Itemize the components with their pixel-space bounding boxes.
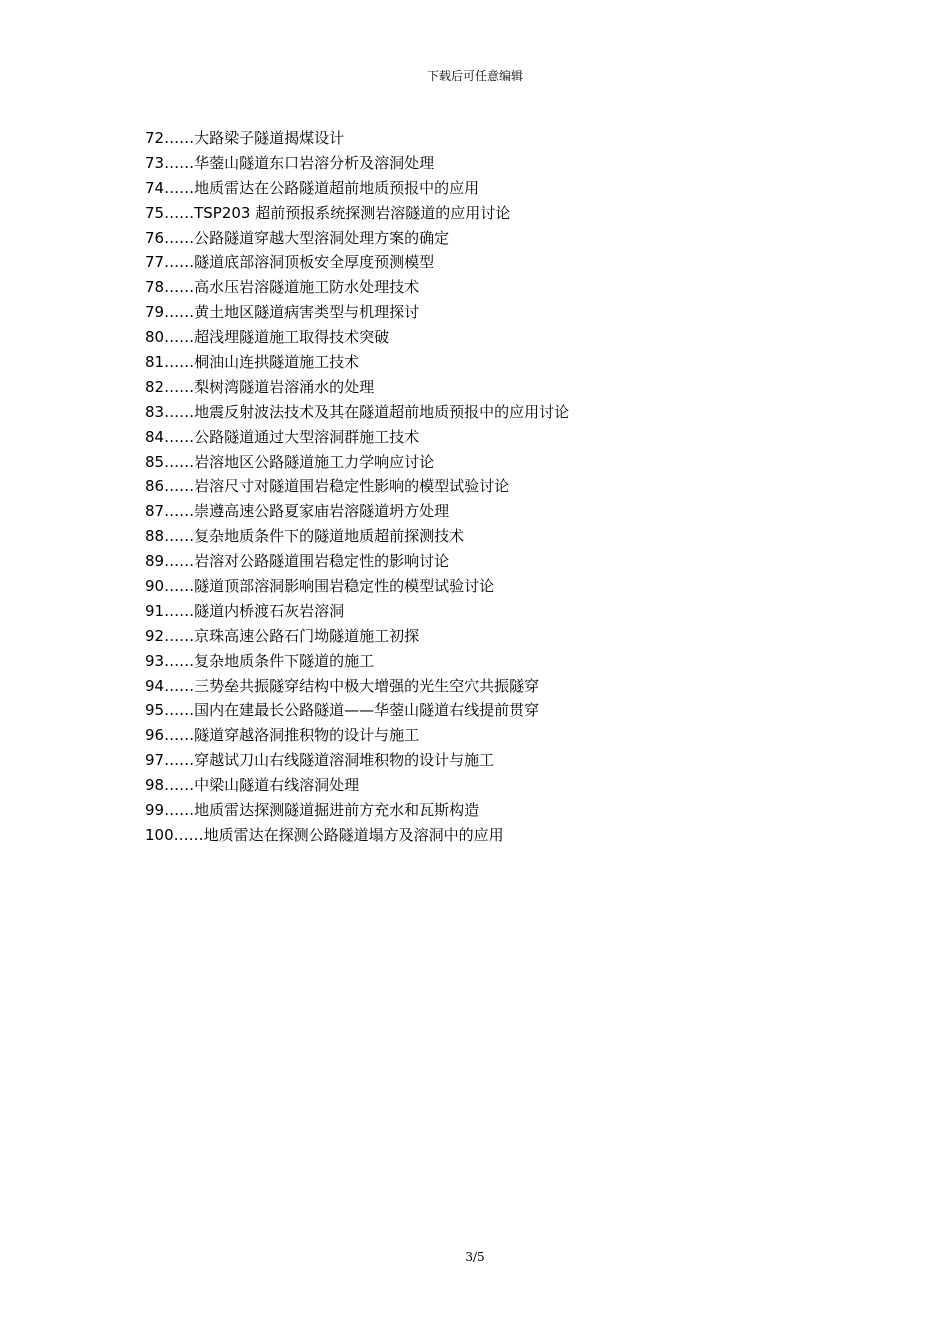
toc-item: 91……隧道内桥渡石灰岩溶洞 [145, 601, 345, 620]
toc-item: 99……地质雷达探测隧道掘进前方充水和瓦斯构造 [145, 801, 480, 820]
toc-item: 72……大路梁子隧道揭煤设计 [145, 129, 345, 147]
toc-list [145, 126, 865, 848]
toc-item: 89……岩溶对公路隧道围岩稳定性的影响讨论 [145, 552, 450, 571]
toc-item: 92……京珠高速公路石门坳隧道施工初探 [145, 626, 420, 645]
toc-item: 83……地震反射波法技术及其在隧道超前地质预报中的应用讨论 [145, 402, 570, 421]
toc-item: 79……黄土地区隧道病害类型与机理探讨 [145, 303, 420, 322]
toc-item: 100……地质雷达在探测公路隧道塌方及溶洞中的应用 [145, 825, 504, 844]
toc-item: 82……梨树湾隧道岩溶涌水的处理 [145, 377, 375, 396]
toc-item: 77……隧道底部溶洞顶板安全厚度预测模型 [145, 253, 435, 272]
toc-item: 98……中梁山隧道右线溶洞处理 [145, 776, 360, 795]
toc-item: 93……复杂地质条件下隧道的施工 [145, 651, 375, 670]
toc-item: 90……隧道顶部溶洞影响围岩稳定性的模型试验讨论 [145, 577, 495, 596]
toc-item: 73……华蓥山隧道东口岩溶分析及溶洞处理 [145, 153, 435, 172]
toc-item: 85……岩溶地区公路隧道施工力学响应讨论 [145, 452, 435, 471]
toc-item: 88……复杂地质条件下的隧道地质超前探测技术 [145, 527, 465, 546]
toc-item: 75……TSP203 超前预报系统探测岩溶隧道的应用讨论 [145, 203, 511, 222]
toc-item: 78……高水压岩溶隧道施工防水处理技术 [145, 278, 420, 297]
toc-item: 94……三势垒共振隧穿结构中极大增强的光生空穴共振隧穿 [145, 676, 540, 695]
toc-item: 86……岩溶尺寸对隧道围岩稳定性影响的模型试验讨论 [145, 477, 510, 496]
toc-item: 97……穿越试刀山右线隧道溶洞堆积物的设计与施工 [145, 751, 495, 770]
toc-item: 81……桐油山连拱隧道施工技术 [145, 353, 360, 372]
toc-item: 74……地质雷达在公路隧道超前地质预报中的应用 [145, 178, 480, 197]
page-number: 3/5 [465, 1250, 485, 1264]
toc-item: 76……公路隧道穿越大型溶洞处理方案的确定 [145, 228, 450, 247]
toc-item: 84……公路隧道通过大型溶洞群施工技术 [145, 427, 420, 446]
page-header: 下载后可任意编辑 [426, 69, 523, 83]
toc-item: 96……隧道穿越洛洞推积物的设计与施工 [145, 726, 420, 745]
toc-item: 87……崇遵高速公路夏家庙岩溶隧道坍方处理 [145, 502, 450, 521]
toc-item: 80……超浅埋隧道施工取得技术突破 [145, 328, 390, 347]
toc-item: 95……国内在建最长公路隧道——华蓥山隧道右线提前贯穿 [145, 701, 540, 720]
